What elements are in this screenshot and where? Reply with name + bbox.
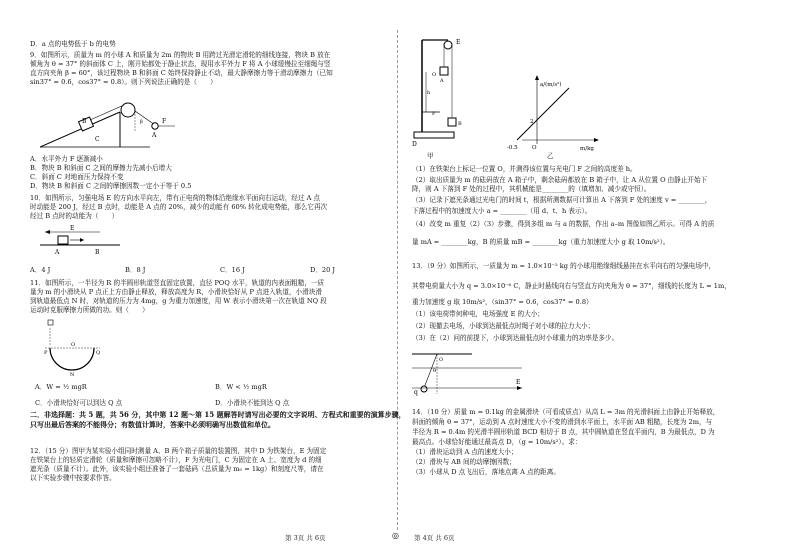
graph-y-value: 2 [530,119,534,125]
q9-option-d: D．物块 B 和斜面 C 之间的摩擦因数一定小于等于 0.5 [30,182,192,190]
svg-text:F: F [432,111,436,117]
svg-text:O: O [439,357,444,363]
q11-option-b: B．W < ½ mgR [215,383,267,391]
q11-option-c: C．小滑块恰好可以到达 Q 点 [35,399,123,407]
q9-option-a: A．水平外力 F 逐渐减小 [30,155,103,163]
q14-line: 最高点。小球恰好能通过最高点 D，（g = 10m/s²）。求： [412,438,582,446]
q14-line: （2）滑块与 AB 间的动摩擦因数； [412,458,516,466]
page-footer-right: 第 4页 共 6页 [414,534,455,542]
svg-text:Q: Q [96,350,101,356]
svg-text:q: q [414,389,418,396]
svg-text:N: N [70,372,75,378]
q14-line: （1）滑块运动到 A 点的速度大小； [412,448,518,456]
svg-text:θ: θ [433,368,437,374]
caption-yi: 乙 [547,152,554,160]
q13-line: （3）在（2）问的前提下，小球到达最低点时小球重力的功率是多少。 [412,334,619,342]
svg-text:E: E [516,379,521,386]
q14-line: 半径为 R = 0.4m 的光滑半圆形轨道 BCD 相切于 B 点，其中圆轨道在竖直平面内，B 为最低点，D 为 [412,428,715,436]
q10-option-b: B．8 J [125,266,146,274]
q9-line: sin37° = 0.6，cos37° = 0.8）。则下列说法正确的是（ ） [30,78,217,86]
q9-option-c: C．斜面 C 对地面压力保持不变 [30,173,124,181]
left-page [30,0,410,550]
svg-text:E: E [456,39,461,46]
q12-step: 降，则 A 下落到 F 处的过程中，其机械能是________的（填增加、减少或守恒）。 [412,185,651,193]
q14-line: 斜面的倾角 θ = 37°，运动到 A 点时速度大小不变的滑到水平面上，水平面 AB 粗糙，长度为 2m，与 [412,418,713,426]
svg-text:O: O [432,72,437,78]
caption-jia: 甲 [427,152,434,160]
svg-text:A: A [440,78,444,84]
q11-line: 量为 m 的小滑块从 P 点正上方由静止释放，释放高度为 R，小滑块恰好从 P 点进入轨道，小滑块滑 [30,288,322,296]
svg-text:F: F [162,118,167,125]
svg-text:B: B [95,249,100,256]
q10-line: 时动能是 200 J，经过 B 点时，动能是 A 点的 20%，减少的动能有 60% 转化成电势能，那么它再次 [30,203,328,211]
q13-figure [412,348,532,400]
svg-text:P: P [44,350,48,356]
q12-step: 下落过程中的加速度大小 a = ________（用 d、t、h 表示）。 [412,207,592,215]
q11-line: 到轨道最低点 N 时，对轨道的压力为 4mg，g 为重力加速度，用 W 表示小滑块第一次在轨道 NQ 段 [30,297,327,305]
q11-option-a: A．W = ½ mgR [35,383,87,391]
q11-line: 运动时克服摩擦力所做的功。则（ ） [30,306,149,314]
q12-step: （2）取出质量为 m 的砝码放在 A 箱子中，剩余砝码都放在 B 箱子中，让 A 从位置 O 由静止开始下 [412,176,708,184]
svg-text:D: D [412,141,417,148]
svg-text:B: B [458,121,462,127]
q13-line: （2）现撤去电场，小球到达最低点时绳子对小球的拉力大小； [412,322,595,330]
right-page [412,0,772,550]
q14-line: 14．（10 分）质量 m = 0.1kg 的金属滑块（可看成质点）从高 L = 3m 的光滑斜面上由静止开始释放， [412,408,720,416]
q12-line: 遮光条（质量不计）。此外，该实验小组还准备了一套砝码（总质量为 m₀ = 1kg）和刻度尺等，请在 [30,465,324,473]
q13-line: 13．（9 分）如图所示，一质量为 m = 1.0×10⁻² kg 的小球用绝缘细线悬挂在水平向右的匀强电场中， [412,262,716,270]
q12-line: 在铁架台上的轻质定滑轮（质量和摩擦可忽略不计），F 为光电门，C 为固定在 A 上、宽度为 d 的细 [30,456,322,464]
svg-text:E: E [70,225,75,232]
q8-option-d: D．a 点的电势低于 b 的电势 [30,40,116,48]
page-footer-left: 第 3页 共 6页 [285,534,326,542]
q13-line: 其带电荷量大小为 q = 3.0×10⁻⁶ C，静止时悬线向右与竖直方向夹角为 θ = 37°，细线的长度为 L = 1m， [412,282,731,290]
svg-text:A: A [55,249,60,256]
graph-x-label: m/kg [580,146,594,152]
svg-text:C: C [95,136,100,143]
svg-text:A: A [152,132,157,139]
section-2-heading: 二．非选择题：共 5 题，共 56 分，其中第 12 题～第 15 题解答时请写出必要的文字说明、方程式和重要的演算步骤，只写出最后答案的不能得分；有数值计算时，答案中必须明确写出数值和单位。 [30,410,406,429]
binding-circle-icon: ◎ [392,531,399,540]
q9-option-b: B．物块 B 和斜面 C 之间的摩擦力先减小后增大 [30,164,172,172]
q12-apparatus-figure [412,32,472,150]
q14-line: （3）小球从 D 点飞出后，落地点离 A 点的距离。 [412,468,560,476]
q11-line: 11．如图所示，一半径为 R 的半圆形轨道竖直固定放置，直径 POQ 水平，轨道的内表面粗糙，一质 [30,279,325,287]
q12-step: （1）在铁架台上标记一位置 O，并测得该位置与光电门 F 之间的高度差 h。 [412,165,637,173]
svg-text:h: h [427,90,431,96]
q13-line: 重力加速度 g 取 10m/s²，（sin37° = 0.6，cos37° = 0.8） [412,298,593,306]
q12-step: （3）记录下遮光条通过光电门的时间 t，根据所测数据可计算出 A 下落到 F 处的速度 v = ________， [412,196,712,204]
q11-option-d: D．小滑块不能到达 Q 点 [215,399,290,407]
graph-origin: O [532,145,537,151]
q10-option-d: D．20 J [310,266,336,274]
svg-text:O: O [71,342,76,348]
a-m-graph [497,72,607,152]
q12-step: 量 mA = ________kg，B 的质量 mB = ________kg（重力加速度大小 g 取 10m/s²）。 [412,238,670,246]
q9-line: 倾角为 θ = 37° 的斜面体 C 上，刚开始都处于静止状态，现用水平外力 F 将 A 小球缓慢拉至细绳与竖 [30,60,331,68]
q9-line: 9．如图所示，质量为 m 的小球 A 和质量为 2m 的物块 B 用跨过光滑定滑轮的细线连接，物块 B 放在 [30,51,331,59]
svg-text:β: β [140,119,143,125]
q12-line: 以下实验步骤中按要求作答。 [30,474,116,482]
q10-line: 经过 B 点时的动能为（ ） [30,212,119,220]
graph-x-intercept: -0.5 [507,145,518,151]
q12-step: （4）改变 m 重复（2）（3）步骤，得到多组 m 与 a 的数据，作出 a–m 图像如图乙所示。可得 A 的质 [412,220,715,228]
q11-figure [40,316,120,378]
q13-line: （1）该电荷带何种电，电场强度 E 的大小； [412,310,544,318]
q9-figure [40,92,230,154]
q10-option-a: A．4 J [30,266,51,274]
svg-text:B: B [82,118,87,125]
q9-line: 直方向夹角 β = 60°，该过程物块 B 和斜面 C 始终保持静止不动，最大静摩擦力等于滑动摩擦力（已知 [30,69,333,77]
graph-y-label: a/(m/s²) [540,82,562,88]
q10-line: 10．如图所示，匀强电场 E 的方向水平向左，带有正电荷的物体沿绝缘水平面向右运动，经过 A 点 [30,194,321,202]
q12-line: 12．（15 分）图甲为某实验小组同时测量 A、B 两个箱子质量的装置图，其中 D 为铁架台，E 为固定 [30,447,327,455]
q10-figure [40,224,160,260]
q10-option-c: C．16 J [220,266,245,274]
